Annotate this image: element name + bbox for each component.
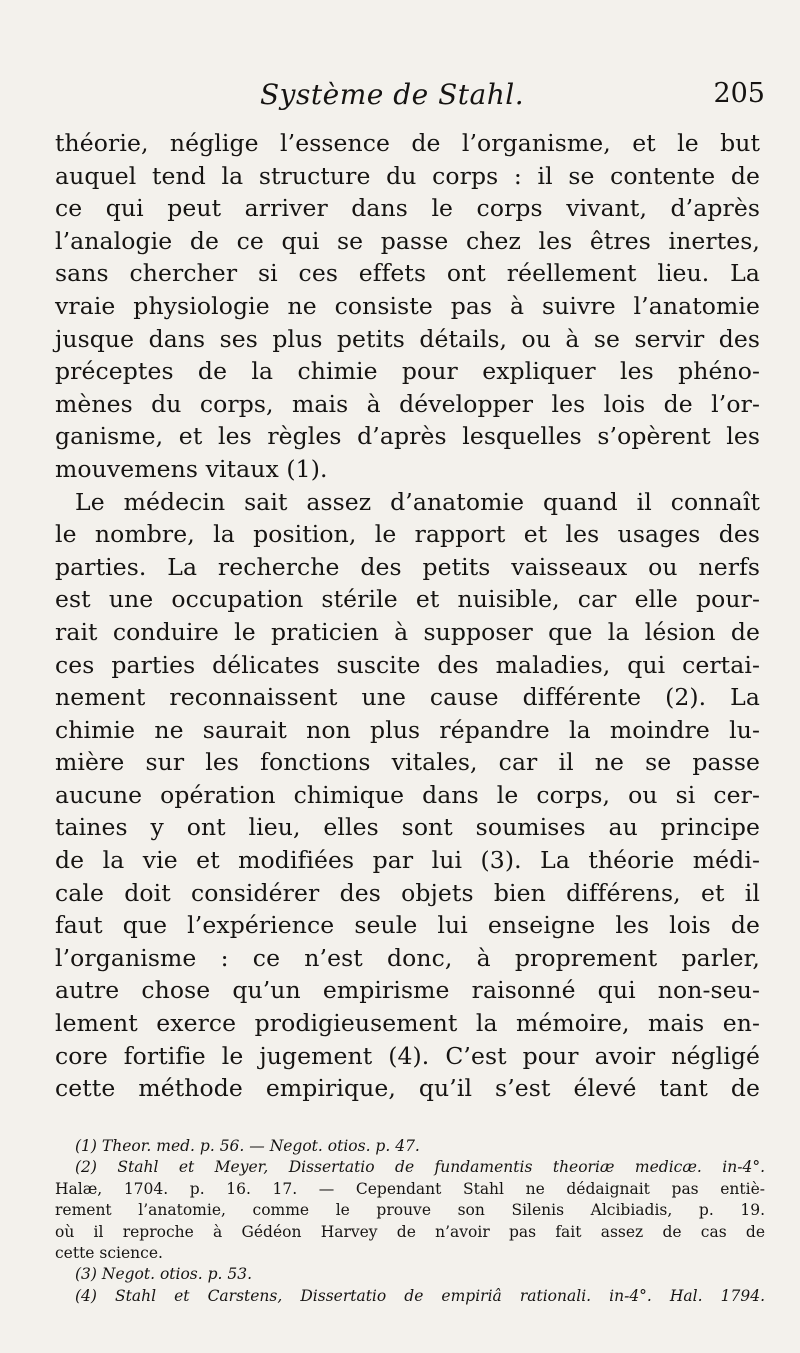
footnote-2-line: cette science. (55, 1243, 163, 1262)
running-title: Système de Stahl. (260, 78, 525, 111)
text-line: l’analogie de ce qui se passe chez les êtres inertes, (55, 226, 760, 255)
text-line: sans chercher si ces effets ont réellement lieu. La (55, 259, 760, 288)
text-line: auquel tend la structure du corps : il se contente de (55, 161, 760, 190)
text-line: mière sur les fonctions vitales, car il ne se passe (55, 748, 760, 777)
text-line: Le médecin sait assez d’anatomie quand il connaît (75, 487, 760, 516)
text-line: parties. La recherche des petits vaisseaux ou nerfs (55, 552, 760, 581)
footnote-1: (1) Theor. med. p. 56. — Negot. otios. p. 47. (75, 1137, 420, 1155)
text-line: ce qui peut arriver dans le corps vivant, d’après (55, 194, 760, 223)
footnote-2: (2) Stahl et Meyer, Dissertatio de fundamentis theoriæ medicæ. in-4°. (75, 1158, 765, 1177)
text-line: préceptes de la chimie pour expliquer les phéno- (55, 357, 760, 386)
body-text (55, 127, 760, 1105)
text-line: de la vie et modifiées par lui (3). La théorie médi- (55, 846, 760, 875)
text-line: rait conduire le praticien à supposer que la lésion de (55, 617, 760, 646)
text-line: ganisme, et les règles d’après lesquelles s’opèrent les (55, 422, 760, 451)
footnote-3: (3) Negot. otios. p. 53. (75, 1265, 253, 1284)
footnote-2-line: rement l’anatomie, comme le prouve son Silenis Alcibiadis, p. 19. (55, 1201, 765, 1220)
text-line: mènes du corps, mais à développer les lois de l’or- (55, 389, 760, 418)
text-line: vraie physiologie ne consiste pas à suivre l’anatomie (55, 291, 760, 320)
footnote-4: (4) Stahl et Carstens, Dissertatio de empiriâ rationali. in-4°. Hal. 1794. (75, 1286, 765, 1305)
page-header (60, 78, 765, 118)
text-line: lement exerce prodigieusement la mémoire, mais en- (55, 1009, 760, 1038)
text-line: faut que l’expérience seule lui enseigne les lois de (55, 911, 760, 940)
text-line: taines y ont lieu, elles sont soumises au principe (55, 813, 760, 842)
text-line: aucune opération chimique dans le corps, ou si cer- (55, 780, 760, 809)
text-line: jusque dans ses plus petits détails, ou à se servir des (55, 324, 760, 353)
text-line: mouvemens vitaux (1). (55, 454, 328, 483)
text-line: core fortifie le jugement (4). C’est pour avoir négligé (55, 1041, 760, 1070)
text-line: cette méthode empirique, qu’il s’est élevé tant de (55, 1074, 760, 1103)
text-line: est une occupation stérile et nuisible, car elle pour- (55, 585, 760, 614)
text-line: cale doit considérer des objets bien différens, et il (55, 878, 760, 907)
text-line: nement reconnaissent une cause différente (2). La (55, 683, 760, 712)
footnotes (55, 1136, 765, 1307)
text-line: le nombre, la position, le rapport et les usages des (55, 520, 760, 549)
text-line: ces parties délicates suscite des maladies, qui certai- (55, 650, 760, 679)
footnote-2-line: où il reproche à Gédéon Harvey de n’avoir pas fait assez de cas de (55, 1222, 765, 1241)
page-number: 205 (713, 78, 765, 109)
text-line: l’organisme : ce n’est donc, à proprement parler, (55, 943, 760, 972)
text-line: théorie, néglige l’essence de l’organisme, et le but (55, 129, 760, 157)
text-line: chimie ne saurait non plus répandre la moindre lu- (55, 715, 760, 744)
text-line: autre chose qu’un empirisme raisonné qui non-seu- (55, 976, 760, 1005)
footnote-2-line: Halæ, 1704. p. 16. 17. — Cependant Stahl ne dédaignait pas entiè- (55, 1179, 765, 1198)
